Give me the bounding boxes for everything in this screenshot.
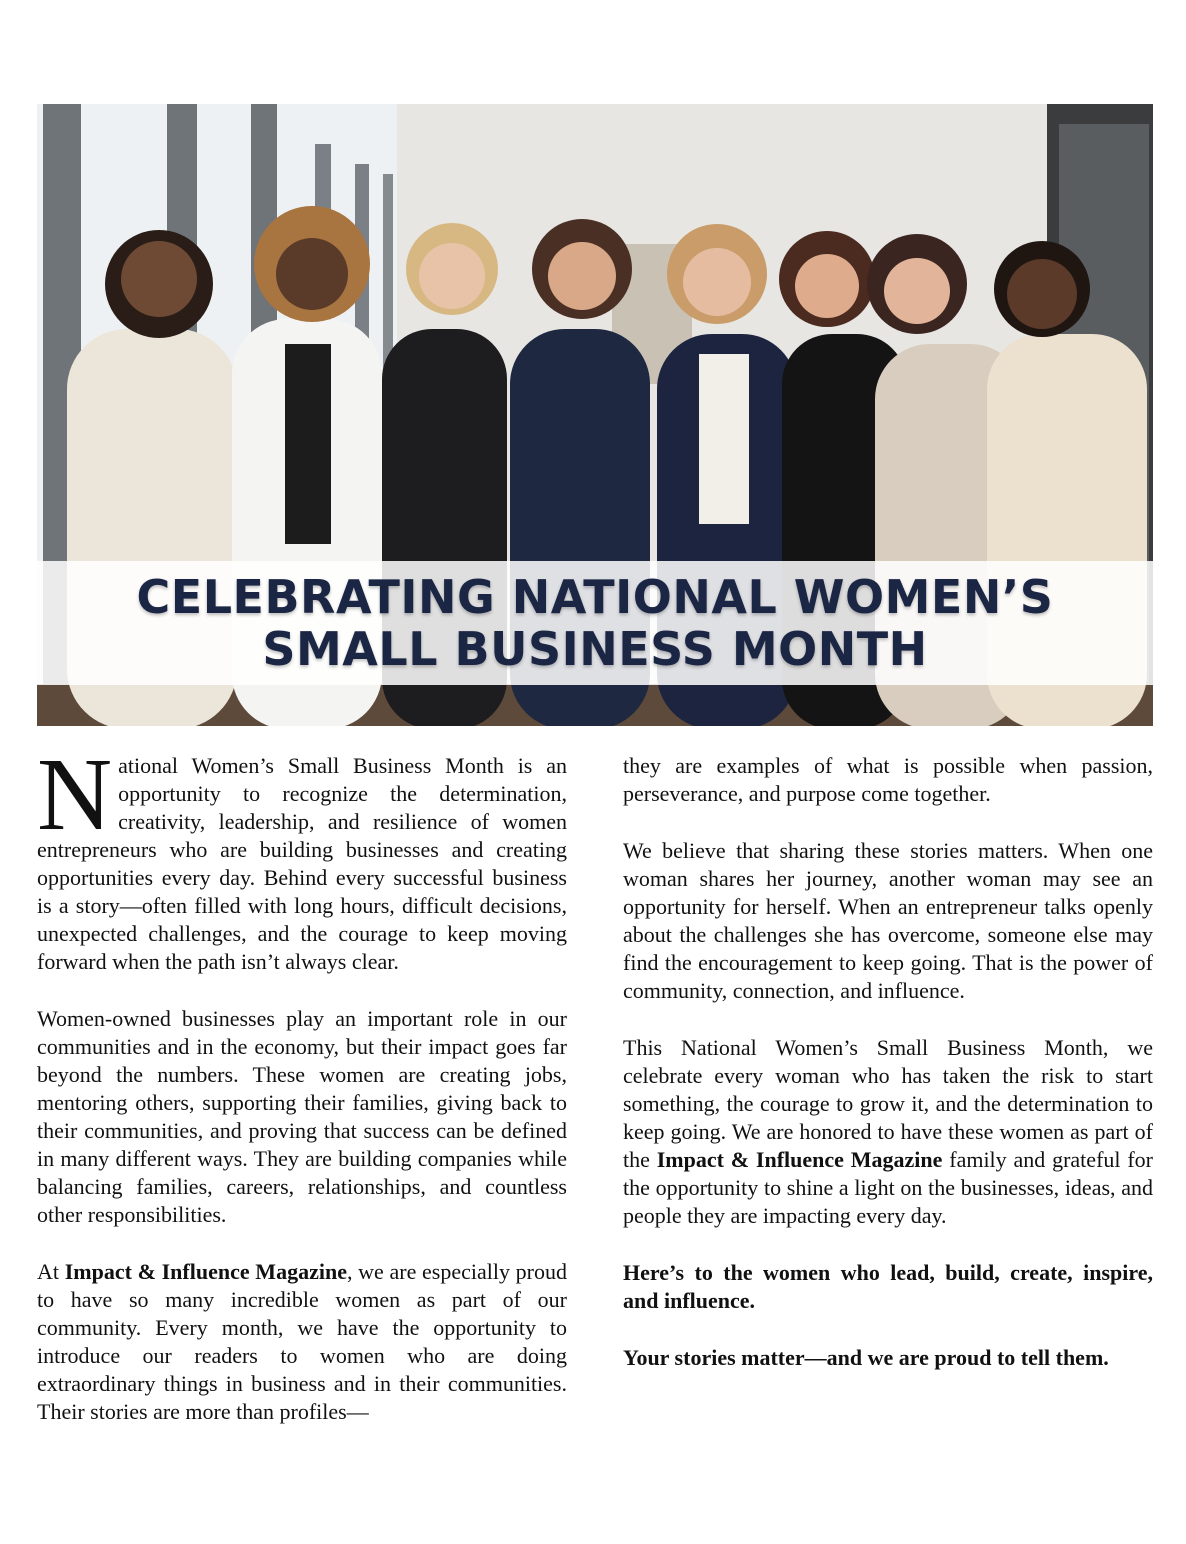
closing-line-2 [623, 1344, 1153, 1372]
paragraph-3-lead: At [37, 1259, 65, 1284]
paragraph-2: Women-owned businesses play an important role in our communities and in the economy, but their impact goes far beyond the numbers. These women are creating jobs, mentoring others, supporting their families, giving back to their communities, and proving that success can be defined in many different ways. They are building companies while balancing families, careers, relationships, and countless other responsibilities. [37, 1006, 567, 1227]
closing-line-1-text: Here’s to the women who lead, build, create, inspire, and influence. [623, 1260, 1153, 1313]
paragraph-1 [37, 737, 567, 976]
paragraph-4: We believe that sharing these stories matters. When one woman shares her journey, another woman may see an opportunity for herself. When an entrepreneur talks openly about the challenges she has overcome, someone else may find the encouragement to keep going. That is the power of community, connection, and influence. [623, 838, 1153, 1003]
title-banner [37, 561, 1153, 685]
magazine-name: Impact & Influence Magazine [656, 1147, 943, 1172]
paragraph-1-text: ational Women’s Small Business Month is an opportunity to recognize the determination, creativity, leadership, and resilience of women entrepreneurs who are building businesses and creating opportunities every day. Behind every successful business is a story—often filled with long hours, difficult decisions, unexpected challenges, and the courage to keep moving forward when the path isn’t always clear. [37, 753, 567, 974]
paragraph-5-tail: family and grateful for the opportunity to shine a light on the businesses, ideas, and people they are impacting every day. [623, 1147, 1153, 1228]
banner-title-line-2: SMALL BUSINESS MONTH [262, 622, 928, 676]
paragraph-3 [37, 1258, 567, 1426]
article-column-right [623, 752, 1153, 1401]
closing-line-1 [623, 1259, 1153, 1315]
article-column-left [37, 737, 568, 1455]
paragraph-3-text: , we are especially proud to have so many incredible women as part of our community. Every month, we have the opportunity to introduce our readers to women who are doing extraordinary things in business and in their communities. Their stories are more than profiles— [37, 1259, 568, 1424]
magazine-name: Impact & Influence Magazine [64, 1259, 347, 1284]
hero-image [37, 104, 1153, 726]
banner-title-line-1: CELEBRATING NATIONAL WOMEN’S [136, 570, 1054, 624]
paragraph-3-continued: they are examples of what is possible when passion, perseverance, and purpose come together. [623, 753, 1153, 806]
paragraph-5-text: This National Women’s Small Business Month, we celebrate every woman who has taken the risk to start something, the courage to grow it, and the determination to keep going. We are honored to have these women as part of the [623, 1035, 1153, 1172]
drop-cap: N [37, 737, 113, 852]
paragraph-5 [623, 1034, 1153, 1230]
closing-line-2-text: Your stories matter—and we are proud to tell them. [623, 1345, 1109, 1370]
